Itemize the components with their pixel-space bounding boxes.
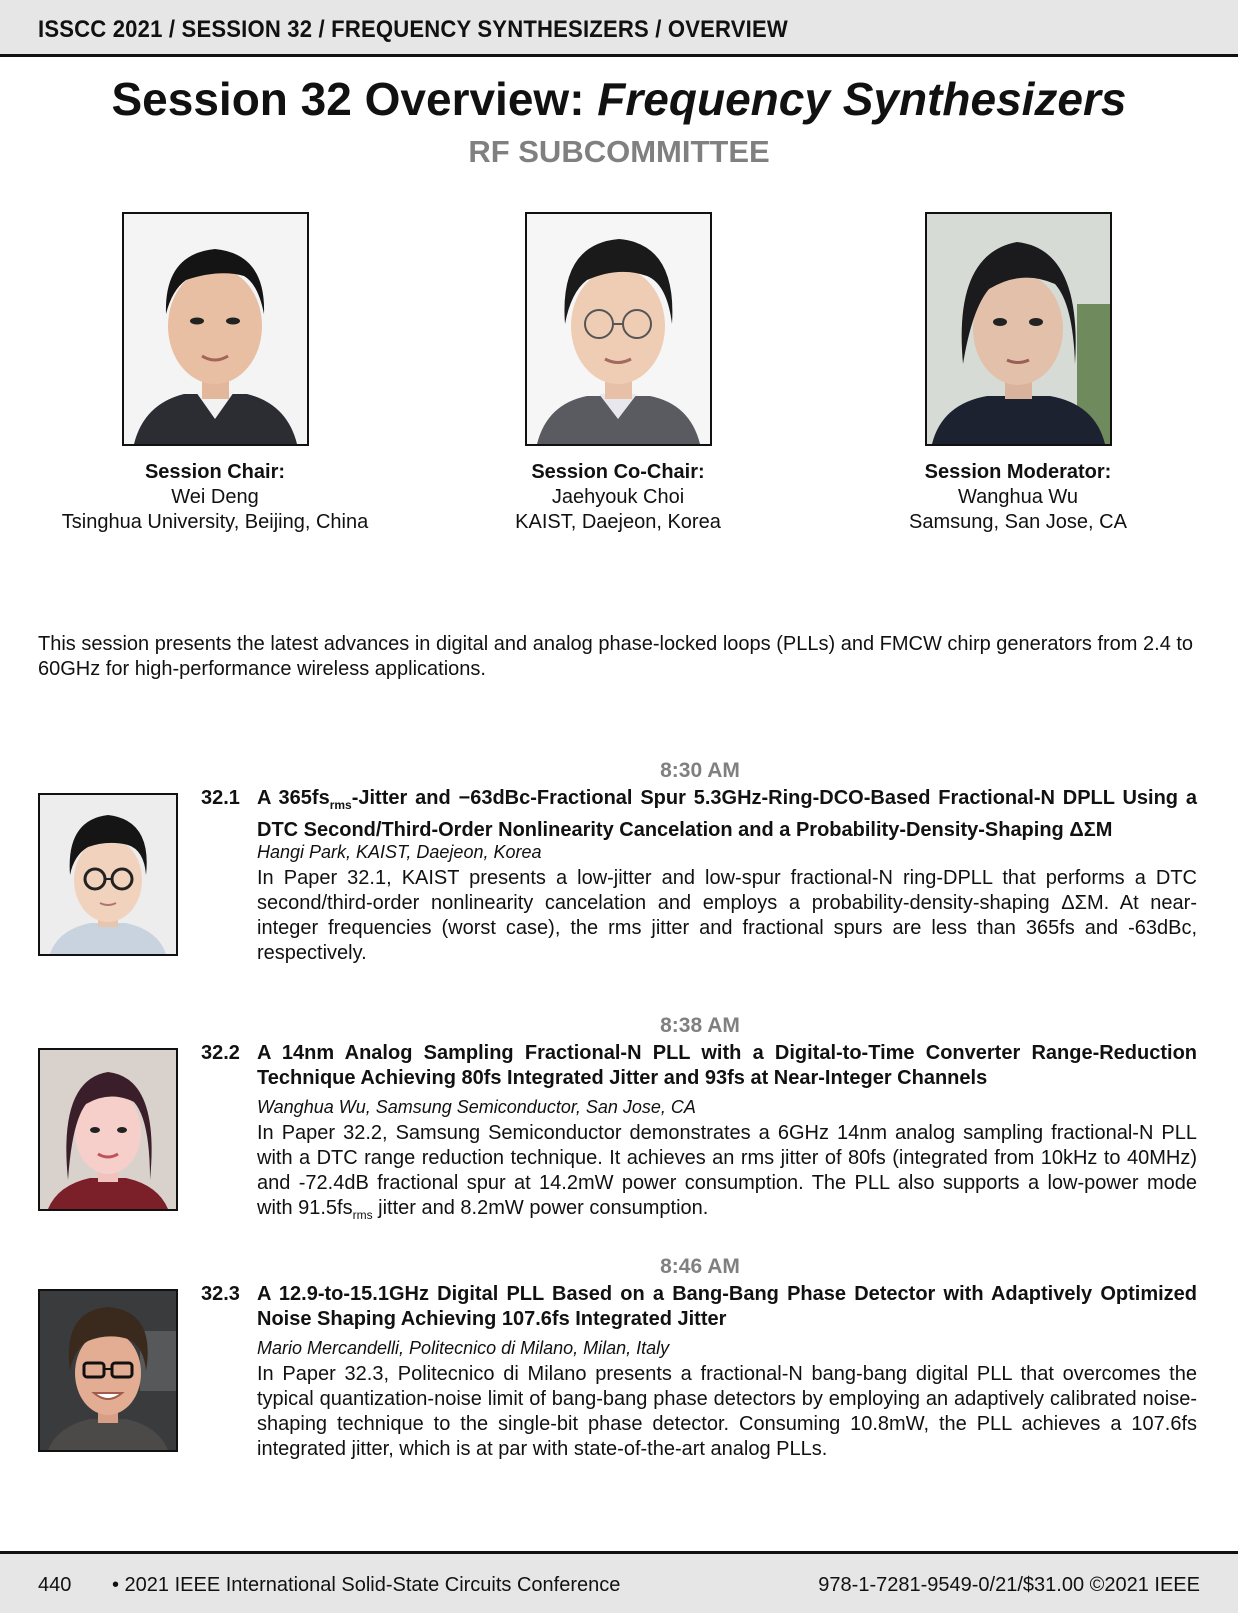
paper-title-text-rest: -Jitter and −63dBc-Fractional Spur 5.3GHz-Ring-DCO-Based Fractional-N DPLL Using a DTC Second/Third-Order Nonlinearity Cancelation and a Probability-Density-Shaping ΔΣM — [257, 787, 1197, 841]
paper-author: Wanghua Wu, Samsung Semiconductor, San Jose, CA — [257, 1097, 696, 1117]
isbn-copyright: 978-1-7281-9549-0/21/$31.00 ©2021 IEEE — [818, 1574, 1200, 1596]
paper-description-subscript: rms — [352, 1208, 373, 1222]
running-header — [0, 0, 1238, 57]
paper-author: Hangi Park, KAIST, Daejeon, Korea — [257, 842, 542, 862]
session-chair — [55, 212, 375, 535]
paper-title — [257, 786, 1197, 843]
moderator-role: Session Moderator: — [924, 461, 1112, 483]
co-chair-name: Jaehyouk Choi — [551, 486, 685, 508]
author-photo — [38, 1048, 178, 1211]
paper-time: 8:38 AM — [660, 1014, 740, 1037]
paper-description: In Paper 32.1, KAIST presents a low-jitter and low-spur fractional-N ring-DPLL that performs a DTC second/third-order nonlinearity cancelation and employs a probability-density-shaping ΔΣM. At near-integer frequencies (worst case), the rms jitter and fractional spurs are less than 365fs and -63dBc, respectively. — [257, 867, 1197, 964]
paper-description-text-rest: jitter and 8.2mW power consumption. — [372, 1197, 709, 1219]
paper-time: 8:30 AM — [660, 759, 740, 782]
paper-author: Mario Mercandelli, Politecnico di Milano, Milan, Italy — [257, 1338, 670, 1358]
author-photo — [38, 1289, 178, 1452]
page-footer — [0, 1551, 1238, 1613]
paper-title-text: A 365fs — [257, 787, 330, 809]
session-intro: This session presents the latest advances in digital and analog phase-locked loops (PLLs) and FMCW chirp generators from 2.4 to 60GHz for high-performance wireless applications. — [38, 633, 1194, 680]
paper-description — [257, 1121, 1197, 1228]
co-chair-affiliation: KAIST, Daejeon, Korea — [515, 511, 721, 533]
title-emphasis: Frequency Synthesizers — [597, 73, 1127, 125]
moderator-photo — [925, 212, 1112, 446]
conference-name: • 2021 IEEE International Solid-State Circuits Conference — [112, 1574, 621, 1596]
session-co-chair — [458, 212, 778, 535]
paper-number: 32.3 — [201, 1283, 240, 1305]
paper-number: 32.2 — [201, 1042, 240, 1064]
author-photo — [38, 793, 178, 956]
chair-role: Session Chair: — [144, 461, 286, 483]
paper-title: A 14nm Analog Sampling Fractional-N PLL with a Digital-to-Time Converter Range-Reduction Technique Achieving 80fs Integrated Jitter and 93fs at Near-Integer Channels — [257, 1042, 1197, 1089]
chair-affiliation: Tsinghua University, Beijing, China — [61, 511, 369, 533]
paper-title: A 12.9-to-15.1GHz Digital PLL Based on a Bang-Bang Phase Detector with Adaptively Optimized Noise Shaping Achieving 107.6fs Integrated Jitter — [257, 1283, 1197, 1330]
session-moderator — [858, 212, 1178, 535]
paper-description: In Paper 32.3, Politecnico di Milano presents a fractional-N bang-bang digital PLL that overcomes the typical quantization-noise limit of bang-bang phase detectors by employing an adaptively calibrated noise-shaping technique to the single-bit phase detector. Consuming 10.8mW, the PLL achieves a 107.6fs integrated jitter, which is at par with state-of-the-art analog PLLs. — [257, 1363, 1197, 1460]
page-title — [0, 72, 1238, 126]
paper-description-text: In Paper 32.2, Samsung Semiconductor demonstrates a 6GHz 14nm analog sampling fractional-N PLL with a DTC range reduction technique. It achieves an rms jitter of 80fs (integrated from 10kHz to 40MHz) and -72.4dB fractional spur at 14.2mW power consumption. The PLL also supports a low-power mode with 91.5fs — [257, 1122, 1197, 1219]
co-chair-photo — [525, 212, 712, 446]
chair-photo — [122, 212, 309, 446]
paper-number: 32.1 — [201, 787, 240, 809]
moderator-affiliation: Samsung, San Jose, CA — [909, 511, 1127, 533]
chair-name: Wei Deng — [171, 486, 259, 508]
subcommittee-label: RF SUBCOMMITTEE — [468, 134, 770, 169]
running-title: ISSCC 2021 / SESSION 32 / FREQUENCY SYNTHESIZERS / OVERVIEW — [38, 16, 788, 43]
paper-time: 8:46 AM — [660, 1255, 740, 1278]
moderator-name: Wanghua Wu — [957, 486, 1079, 508]
page-number: 440 — [38, 1574, 72, 1596]
co-chair-role: Session Co-Chair: — [531, 461, 705, 483]
paper-title-subscript: rms — [329, 798, 352, 812]
title-prefix: Session 32 Overview: — [111, 73, 598, 125]
